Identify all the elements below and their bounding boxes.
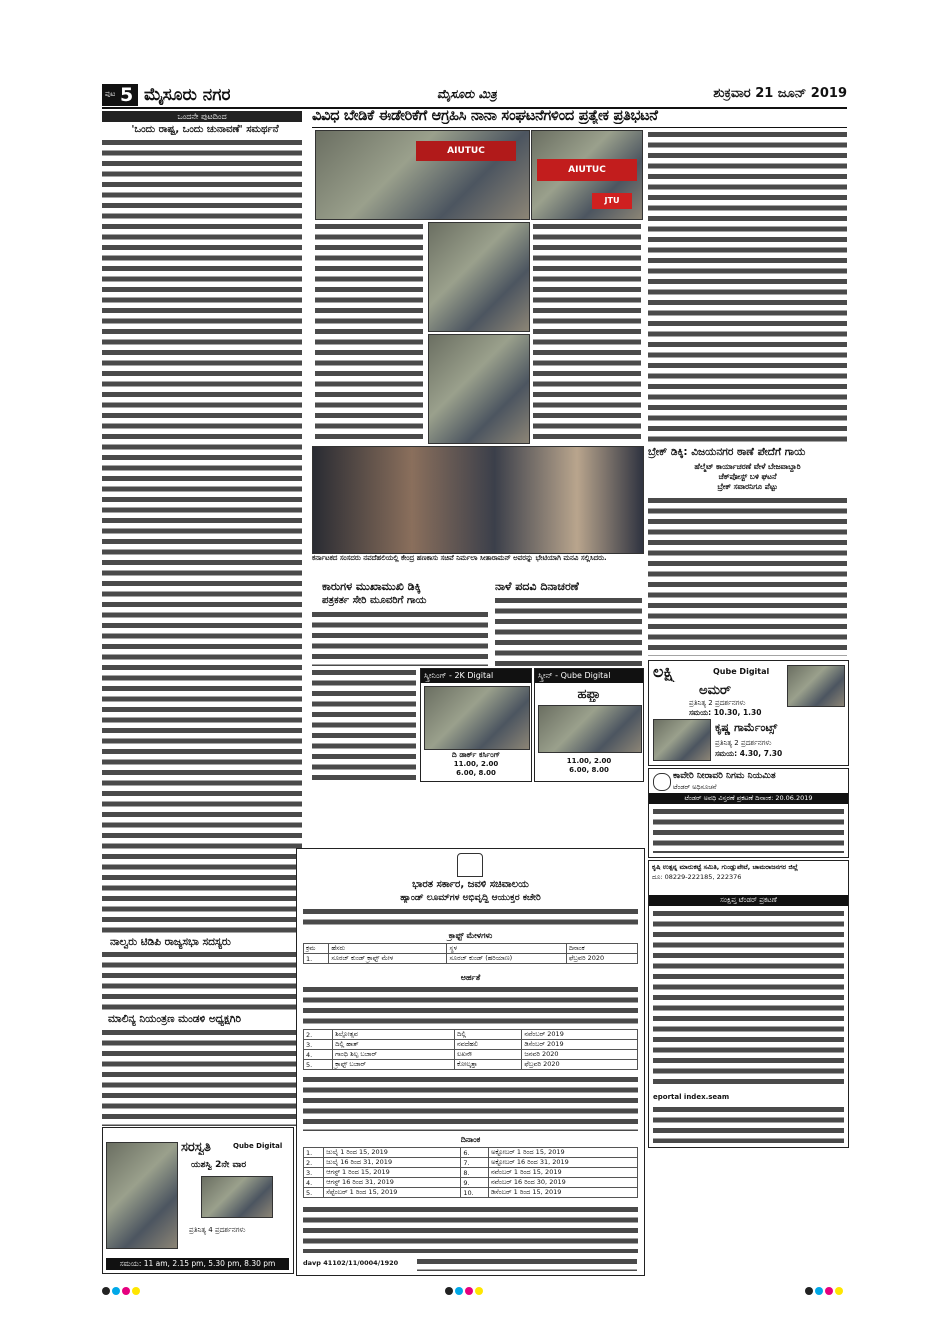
kaveri-title: ಕಾವೇರಿ ನೀರಾವರಿ ನಿಗಮ ನಿಯಮಿತ: [673, 771, 776, 781]
govt-deadline-table: [303, 1147, 638, 1198]
lakshmi-shows-2: ಪ್ರತಿನಿತ್ಯ 2 ಪ್ರದರ್ಶನಗಳು: [715, 739, 772, 747]
accident-bullets: [648, 462, 847, 494]
ad-film-logo: [201, 1176, 273, 1218]
table-cell: ಫೆಬ್ರವರಿ 2020: [566, 954, 637, 964]
lakshmi-cinema-ad: [648, 660, 849, 766]
govt-ad-signature: [417, 1257, 637, 1271]
left-headline: 'ಒಂದು ರಾಷ್ಟ್ರ, ಒಂದು ಚುನಾವಣೆ' ಸಮರ್ಥನೆ: [131, 124, 279, 135]
cinema-side-body: [312, 668, 416, 780]
accident-headline: ಬ್ರೇಕ್ ಡಿಕ್ಕಿ: ವಿಜಯನಗರ ಠಾಣೆ ಪೇದೆಗೆ ಗಾಯ: [648, 446, 806, 458]
left-story2-headline: ನಾಲ್ವರು ಟಿಡಿಪಿ ರಾಜ್ಯಸಭಾ ಸದಸ್ಯರು: [110, 936, 231, 948]
apmc-title: ಸಂಕ್ಷಿಪ್ತ ಟೆಂಡರ್ ಪ್ರಕಟಣೆ: [720, 896, 777, 904]
accident-body: [648, 496, 847, 656]
registration-marks-left: [102, 1280, 142, 1299]
car-crash-body: [312, 610, 488, 666]
cinema-ad-1-times: 11.00, 2.00 6.00, 8.00: [453, 760, 499, 777]
table-row: [304, 1050, 638, 1060]
left-story3-headline: ಮಾಲಿನ್ಯ ನಿಯಂತ್ರಣ ಮಂಡಳಿ ಅಧ್ಯಕ್ಷಗಿರಿ: [108, 1013, 241, 1025]
table-row: [304, 1060, 638, 1070]
cinema-ad-1-poster: [424, 686, 530, 750]
table-cell: ಸೆಪ್ಟೆಂಬರ್ 1 ರಿಂದ 15, 2019: [324, 1188, 461, 1198]
table-cell: 2.: [304, 1158, 324, 1168]
table-cell: 1.: [304, 1148, 324, 1158]
cinema-ad-1-tag: 2K Digital: [454, 671, 494, 680]
protest-banner-3-text: JTU: [604, 196, 620, 205]
masthead: [102, 84, 847, 106]
table-cell: 5.: [304, 1188, 324, 1198]
cinema-ad-2-poster: [538, 705, 642, 753]
table-cell: ನವದೆಹಲಿ: [455, 1040, 522, 1050]
table-cell: ಡಿಸೆಂಬರ್ 1 ರಿಂದ 15, 2019: [488, 1188, 637, 1198]
table-cell: ಜುಲೈ 1 ರಿಂದ 15, 2019: [324, 1148, 461, 1158]
table-cell: ಕ್ರಾಫ್ಟ್ ಬಜಾರ್: [333, 1060, 455, 1070]
car-crash-subheadline: ಪತ್ರಕರ್ತ ಸೇರಿ ಮೂವರಿಗೆ ಗಾಯ: [322, 595, 427, 606]
table-cell: ಡಿಸೆಂಬರ್ 2019: [522, 1040, 638, 1050]
table-cell: 4.: [304, 1178, 324, 1188]
ad-showtimes: [106, 1258, 289, 1270]
govt-ad-title: ಭಾರತ ಸರ್ಕಾರ, ಜವಳಿ ಸಚಿವಾಲಯ: [412, 879, 529, 890]
issue-date: ಶುಕ್ರವಾರ 21 ಜೂನ್ 2019: [713, 86, 847, 101]
protest-banner-2-text: AIUTUC: [568, 165, 606, 175]
apmc-tender-ad: [648, 860, 849, 1148]
table-row: [304, 1030, 638, 1040]
govt-ad-eligibility: [303, 985, 638, 1025]
table-cell: ಆಗಸ್ಟ್ 1 ರಿಂದ 15, 2019: [324, 1168, 461, 1178]
lakshmi-shows: ಪ್ರತಿನಿತ್ಯ 2 ಪ್ರದರ್ಶನಗಳು: [689, 699, 746, 707]
table-cell: ಕೋಲ್ಕತ್ತಾ: [455, 1060, 522, 1070]
col-header: ಸ್ಥಳ: [447, 944, 566, 954]
table-cell: 5.: [304, 1060, 333, 1070]
table-cell: 10.: [461, 1188, 489, 1198]
cinema-ad-2-header: ಸ್ಕ್ರೀನ್ - Qube Digital: [535, 669, 643, 683]
table-cell: ನವೆಂಬರ್ 16 ರಿಂದ 30, 2019: [488, 1178, 637, 1188]
table-row: [304, 1188, 638, 1198]
govt-ad-para: [303, 1075, 638, 1131]
car-crash-headline: ಕಾರುಗಳ ಮುಖಾಮುಖಿ ಡಿಕ್ಕಿ: [322, 580, 421, 593]
saraswathi-cinema-ad: [102, 1127, 294, 1274]
kaveri-tender-ad: [648, 768, 849, 858]
lakshmi-theatre: ಲಕ್ಷ್ಮಿ: [653, 662, 677, 681]
apmc-top: ಕೃಷಿ ಉತ್ಪನ್ನ ಮಾರುಕಟ್ಟೆ ಸಮಿತಿ, ಗುಂಡ್ಲುಪೇಟೆ, ಚಾಮರಾಜನಗರ ಜಿಲ್ಲೆ: [652, 863, 798, 871]
table-cell: ನವೆಂಬರ್ 2019: [522, 1030, 638, 1040]
table-cell: ಲಖನೌ: [455, 1050, 522, 1060]
apmc-signature: [653, 1105, 844, 1143]
table-cell: ಜುಲೈ 16 ರಿಂದ 31, 2019: [324, 1158, 461, 1168]
lakshmi-tag: Qube Digital: [713, 667, 770, 676]
ad-theatre-name: ಸರಸ್ವತಿ: [181, 1140, 211, 1155]
govt-ad-subtitle: ಹ್ಯಾಂಡ್ ಲೂಮ್‌ಗಳ ಅಭಿವೃದ್ಧಿ ಆಯುಕ್ತರ ಕಚೇರಿ: [400, 893, 541, 903]
govt-ad-section3: ದಿನಾಂಕ: [460, 1135, 481, 1144]
lakshmi-film-2: ಕೃಷ್ಣ ಗಾರ್ಮೆಂಟ್ಸ್: [715, 721, 778, 734]
lakshmi-times-2: ಸಮಯ: 4.30, 7.30: [715, 749, 783, 758]
protest-photo-4: [428, 334, 530, 444]
table-row: [304, 1040, 638, 1050]
kaveri-date-text: ಟೆಂಡರ್ ಅವಧಿ ವಿಸ್ತರಣೆ ಪ್ರಕಟಣೆ ದಿನಾಂಕ: 20.06.2019: [684, 794, 813, 802]
table-cell: ನವೆಂಬರ್ 1 ರಿಂದ 15, 2019: [488, 1168, 637, 1178]
table-cell: 3.: [304, 1168, 324, 1178]
cinema-ad-1-name: ಸ್ಕ್ರೀನಿಂಗ್: [424, 671, 447, 680]
protest-banner-2: [537, 159, 637, 181]
col-header: ದಿನಾಂಕ: [566, 944, 637, 954]
mps-meeting-photo: [312, 446, 644, 554]
lakshmi-times: ಸಮಯ: 10.30, 1.30: [689, 708, 762, 717]
page-number-badge: [102, 84, 138, 106]
fairs-table-header: [304, 944, 638, 954]
table-cell: ಆಗಸ್ಟ್ 16 ರಿಂದ 31, 2019: [324, 1178, 461, 1188]
cinema-ad-2: [534, 668, 644, 782]
govt-ad-intro: [303, 907, 638, 929]
cinema-ad-2-times: 11.00, 2.00 6.00, 8.00: [566, 757, 612, 774]
table-cell: ಸೂರಜ್ ಕುಂಡ್ (ಹರಿಯಾಣ): [447, 954, 566, 964]
protest-photo-3: [428, 222, 530, 332]
col-header: ಕ್ರಮ: [304, 944, 329, 954]
table-row: [304, 1158, 638, 1168]
main-col1-body: [315, 222, 423, 442]
cinema-ad-1: [420, 668, 532, 782]
cinema-ad-2-film: ಹಫ್ತಾ: [577, 687, 601, 702]
emblem-icon: [457, 853, 483, 877]
left-story3-body: [102, 1028, 302, 1126]
table-row: [304, 1148, 638, 1158]
main-right-body: [648, 130, 847, 442]
ad-actor-photo: [106, 1142, 178, 1249]
table-cell: 4.: [304, 1050, 333, 1060]
cinema-ad-2-tag: Qube Digital: [560, 671, 611, 680]
table-cell: ದಿಲ್ಲಿ ಹಾತ್: [333, 1040, 455, 1050]
kaveri-date-band: [649, 793, 848, 804]
main-col2-body: [533, 222, 641, 442]
apmc-url: eportal index.seam: [653, 1093, 730, 1101]
table-cell: 6.: [461, 1148, 489, 1158]
table-cell: 8.: [461, 1168, 489, 1178]
col-header: ಹೆಸರು: [329, 944, 447, 954]
left-story-body: [102, 138, 302, 933]
page-number: 5: [120, 84, 134, 106]
ad-shows: ಪ್ರತಿನಿತ್ಯ 4 ಪ್ರದರ್ಶನಗಳು: [189, 1226, 246, 1234]
cinema-ad-1-header: ಸ್ಕ್ರೀನಿಂಗ್ - 2K Digital: [421, 669, 531, 683]
textiles-ministry-ad: [296, 848, 645, 1276]
govt-ad-notes: [303, 1205, 638, 1253]
continued-label: ಒಂದನೇ ಪುಟದಿಂದ: [177, 112, 227, 121]
lakshmi-film: ಅಮರ್: [699, 683, 732, 698]
main-headline-rule: [312, 127, 847, 128]
apmc-contact: ದೂ: 08229-222185, 222376: [652, 873, 742, 881]
ad-showtimes-text: ಸಮಯ: 11 am, 2.15 pm, 5.30 pm, 8.30 pm: [119, 1259, 276, 1268]
paper-name: ಮೈಸೂರು ಮಿತ್ರ: [437, 87, 497, 101]
registration-marks-right: [805, 1280, 845, 1299]
govt-ad-section2: ಅರ್ಹತೆ: [460, 973, 481, 982]
table-cell: ಸೂರಜ್ ಕುಂಡ್ ಕ್ರಾಫ್ಟ್ ಮೇಳ: [329, 954, 447, 964]
govt-fairs-table: [303, 943, 638, 964]
table-cell: ಅಕ್ಟೋಬರ್ 16 ರಿಂದ 31, 2019: [488, 1158, 637, 1168]
govt-ad-footer: davp 41102/11/0004/1920: [303, 1259, 399, 1267]
cinema-ad-1-film: ದಿ ಡಾರ್ಕ್ ಕರ್ಸಿಂಗ್: [451, 750, 501, 759]
cinema-ad-2-name: ಸ್ಕ್ರೀನ್: [538, 671, 553, 680]
table-row: [304, 1178, 638, 1188]
protest-banner-1-text: AIUTUC: [447, 146, 485, 156]
kaveri-body: [653, 807, 844, 853]
table-cell: ಜನವರಿ 2020: [522, 1050, 638, 1060]
table-cell: ಶಿಲ್ಪೋತ್ಸವ: [333, 1030, 455, 1040]
table-cell: 7.: [461, 1158, 489, 1168]
lakshmi-poster-2: [653, 719, 711, 761]
registration-marks-center: [445, 1280, 485, 1299]
protest-photo-1: [315, 130, 530, 220]
main-headline: ವಿವಿಧ ಬೇಡಿಕೆ ಈಡೇರಿಕೆಗೆ ಆಗ್ರಹಿಸಿ ನಾನಾ ಸಂಘಟನೆಗಳಿಂದ ಪ್ರತ್ಯೇಕ ಪ್ರತಿಭಟನೆ: [312, 108, 658, 124]
table-cell: ಅಕ್ಟೋಬರ್ 1 ರಿಂದ 15, 2019: [488, 1148, 637, 1158]
kaveri-logo: [653, 773, 671, 791]
ad-qube-tag: Qube Digital: [233, 1142, 283, 1150]
table-cell: 1.: [304, 954, 329, 964]
table-cell: 3.: [304, 1040, 333, 1050]
protest-photo-2: [531, 130, 643, 220]
lakshmi-poster: [787, 665, 845, 707]
ad-running-week: ಯಶಸ್ವಿ 2ನೇ ವಾರ: [191, 1160, 247, 1170]
graduation-body: [495, 596, 642, 666]
govt-fairs-table-2: [303, 1029, 638, 1070]
kaveri-subtitle: ಟೆಂಡರ್ ಅಧಿಸೂಚನೆ: [673, 783, 717, 791]
table-cell: ಗಾಂಧಿ ಶಿಲ್ಪ ಬಜಾರ್: [333, 1050, 455, 1060]
table-cell: ಫೆಬ್ರವರಿ 2020: [522, 1060, 638, 1070]
apmc-body: [653, 909, 844, 1089]
protest-banner-1: [416, 141, 516, 161]
left-story2-body: [102, 950, 302, 1010]
govt-ad-section1: ಕ್ರಾಫ್ಟ್ ಮೇಳಗಳು: [448, 931, 493, 940]
apmc-title-band: [649, 895, 848, 906]
graduation-headline: ನಾಳೆ ಪದವಿ ದಿನಾಚರಣೆ: [495, 580, 579, 593]
table-row: [304, 1168, 638, 1178]
section-title: ಮೈಸೂರು ನಗರ: [144, 85, 231, 105]
page-label: ಪುಟ: [105, 90, 116, 98]
table-cell: 9.: [461, 1178, 489, 1188]
table-cell: ದಿಲ್ಲಿ: [455, 1030, 522, 1040]
accident-bullet-3: ಬ್ರೇಕ್ ಸವಾರನಿಗೂ ಪೆಟ್ಟು: [717, 482, 778, 491]
mps-photo-caption: ಕರ್ನಾಟಕದ ಸಂಸದರು ನವದೆಹಲಿಯಲ್ಲಿ ಕೇಂದ್ರ ಹಣಕಾಸು ಸಚಿವೆ ನಿರ್ಮಲಾ ಸೀತಾರಾಮನ್ ಅವರನ್ನು ಭೇಟಿಯಾಗಿ ಮನವಿ ಸಲ್ಲಿಸಿದರು.: [312, 554, 607, 562]
table-row: [304, 954, 638, 964]
accident-bullet-1: ಹೆಲ್ಮೆಟ್ ಕಾರ್ಯಾಚರಣೆ ವೇಳೆ ಬೇಜವಾಬ್ದಾರಿ: [694, 462, 801, 471]
accident-bullet-2: ಚೆಕ್‌ಪೋಸ್ಟ್ ಬಳಿ ಘಟನೆ: [718, 472, 777, 481]
table-cell: 2.: [304, 1030, 333, 1040]
protest-banner-3: [592, 193, 632, 209]
continued-banner: [102, 111, 302, 122]
